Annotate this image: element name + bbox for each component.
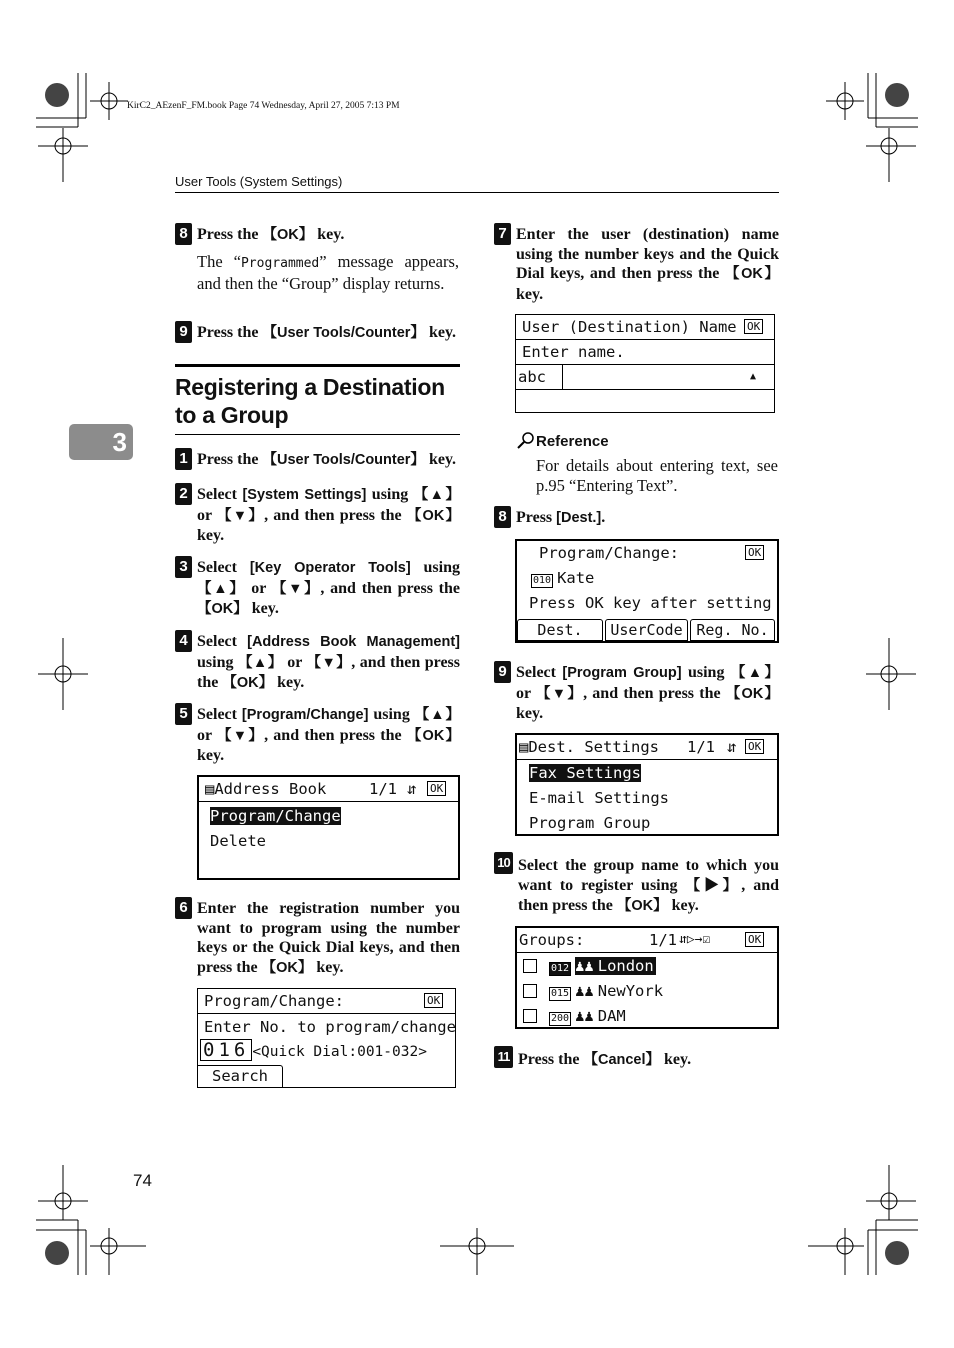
- step-number: 2: [175, 483, 192, 505]
- step-text: Enter the registration number you want to program using the number keys or the Quick Dial keys, and then press the 【OK】 key.: [197, 900, 460, 976]
- step-8-body: The “Programmed” message appears, and then the “Group” display returns.: [197, 252, 459, 293]
- dest-softkey[interactable]: Dest.: [517, 619, 603, 641]
- reg-no-softkey[interactable]: Reg. No.: [690, 619, 775, 641]
- step-6: [175, 897, 460, 978]
- step-number: 5: [175, 703, 192, 725]
- quick-dial-range: <Quick Dial:001-032>: [252, 1044, 427, 1060]
- file-info: KirC2_AEzenF_FM.book Page 74 Wednesday, April 27, 2005 7:13 PM: [127, 101, 400, 111]
- step-text: Press [Dest.].: [516, 509, 606, 526]
- lcd-title: User (Destination) Name: [522, 318, 737, 336]
- entry-number: 010: [533, 575, 552, 586]
- book-icon: ▤: [205, 780, 215, 798]
- lcd-item: E-mail Settings: [529, 789, 669, 807]
- step-8-right: [494, 506, 779, 529]
- step-text: Press the 【OK】 key.: [197, 226, 345, 243]
- step-8: [175, 223, 460, 246]
- page-number: 74: [133, 1171, 152, 1190]
- section-title: Registering a Destination to a Group: [175, 364, 460, 435]
- step-5: [175, 703, 460, 766]
- entry-name: Kate: [557, 569, 595, 587]
- group-icon: ♟♟: [575, 957, 594, 975]
- step-4: [175, 630, 460, 694]
- lcd-title: Program/Change:: [204, 992, 344, 1010]
- step-number: 11: [494, 1046, 513, 1068]
- search-softkey[interactable]: Search: [198, 1065, 283, 1087]
- step-number: 10: [494, 852, 513, 874]
- lcd-item: Program Group: [529, 814, 651, 832]
- group-name-selected: London: [594, 957, 656, 975]
- step-number: 7: [494, 223, 511, 245]
- reference-text: For details about entering text, see p.95 “Entering Text”.: [536, 456, 778, 495]
- step-number: 6: [175, 897, 192, 919]
- step-text: Select [Program Group] using 【▲】 or 【▼】, and then press the 【OK】 key.: [516, 664, 780, 722]
- lcd-title: Groups:: [519, 931, 585, 949]
- step-3: [175, 556, 460, 620]
- lcd-groups: Groups: 1/1 ⇵▷→☑ OK 012 ♟♟ London 015 ♟♟ NewYork 200 ♟♟ DAM: [515, 926, 779, 1029]
- usercode-softkey[interactable]: UserCode: [605, 619, 688, 641]
- up-down-icon: ⇵: [727, 738, 737, 756]
- step-9: [175, 321, 460, 344]
- step-text: Select [Key Operator Tools] using 【▲】 or 【▼】, and then press the 【OK】 key.: [197, 559, 460, 617]
- lcd-item: Delete: [210, 832, 266, 850]
- step-number: 8: [494, 506, 511, 528]
- lcd-title-row: ▤Address Book 1/1 ⇵ OK: [199, 777, 458, 802]
- lcd-item-selected: Program/Change: [210, 807, 341, 825]
- step-10: [494, 852, 779, 917]
- lcd-prompt: Enter name.: [522, 343, 625, 361]
- step-text: Press the 【User Tools/Counter】 key.: [197, 324, 457, 341]
- step-2: [175, 483, 460, 546]
- step-number: 8: [175, 223, 192, 245]
- step-text: Select the group name to which you want to register using 【▶】, and then press the 【OK】 key.: [518, 857, 780, 914]
- lcd-instruction: Press OK key after setting: [529, 594, 772, 612]
- lcd-title: Program/Change:: [539, 544, 679, 562]
- lcd-prompt: Enter No. to program/change: [204, 1018, 456, 1036]
- running-header: User Tools (System Settings): [175, 174, 343, 189]
- chapter-tab: 3: [69, 424, 133, 460]
- lcd-user-name: User (Destination) Name OK Enter name. abc ▲: [515, 314, 775, 413]
- step-number: 9: [175, 321, 192, 343]
- lcd-program-change-dest: Program/Change: OK 010 Kate Press OK key after setting Dest. UserCode Reg. No.: [515, 539, 779, 643]
- reference-title: Reference: [536, 433, 609, 450]
- softkey-row: [517, 619, 777, 641]
- step-text: Press the 【Cancel】 key.: [518, 1051, 692, 1068]
- header-rule: [175, 192, 779, 193]
- group-name: DAM: [597, 1007, 626, 1025]
- step-9-right: [494, 661, 779, 724]
- step-text: Select [Program/Change] using 【▲】 or 【▼】, and then press the 【OK】 key.: [197, 706, 461, 764]
- lcd-item-selected: Fax Settings: [529, 764, 641, 782]
- lcd-program-change: Program/Change: OK Enter No. to program/change 016 <Quick Dial:001-032> Search: [197, 988, 456, 1088]
- magnifier-icon: [516, 431, 536, 449]
- group-icon: ♟♟: [575, 1007, 594, 1025]
- step-7: [494, 223, 779, 304]
- lcd-address-book: [197, 775, 460, 880]
- up-down-icon: ⇵: [407, 780, 417, 798]
- step-1: [175, 448, 460, 471]
- step-number: 1: [175, 448, 192, 470]
- step-number: 9: [494, 661, 511, 683]
- registration-number: 016: [200, 1039, 252, 1061]
- step-11: [494, 1046, 779, 1071]
- step-text: Enter the user (destination) name using the number keys and the Quick Dial keys, and then press the 【OK】 key.: [516, 226, 780, 303]
- group-checkbox[interactable]: [523, 1009, 537, 1023]
- up-triangle-icon: ▲: [750, 371, 757, 382]
- group-icon: ♟♟: [575, 982, 594, 1000]
- step-text: Select [System Settings] using 【▲】 or 【▼】, and then press the 【OK】 key.: [197, 486, 461, 544]
- lcd-dest-settings: ▤Dest. Settings 1/1 ⇵ OK Fax Settings E-mail Settings Program Group: [515, 733, 779, 836]
- step-number: 4: [175, 630, 192, 652]
- step-number: 3: [175, 556, 192, 578]
- group-checkbox[interactable]: [523, 984, 537, 998]
- input-mode: abc: [516, 365, 563, 389]
- step-text: Select [Address Book Management] using 【▲】 or 【▼】, and then press the 【OK】 key.: [197, 633, 460, 691]
- step-text: Press the 【User Tools/Counter】 key.: [197, 451, 457, 468]
- group-checkbox[interactable]: [523, 959, 537, 973]
- nav-arrows-icon: ⇵▷→☑: [679, 932, 711, 947]
- group-name: NewYork: [597, 982, 664, 1000]
- book-icon: ▤: [519, 738, 529, 756]
